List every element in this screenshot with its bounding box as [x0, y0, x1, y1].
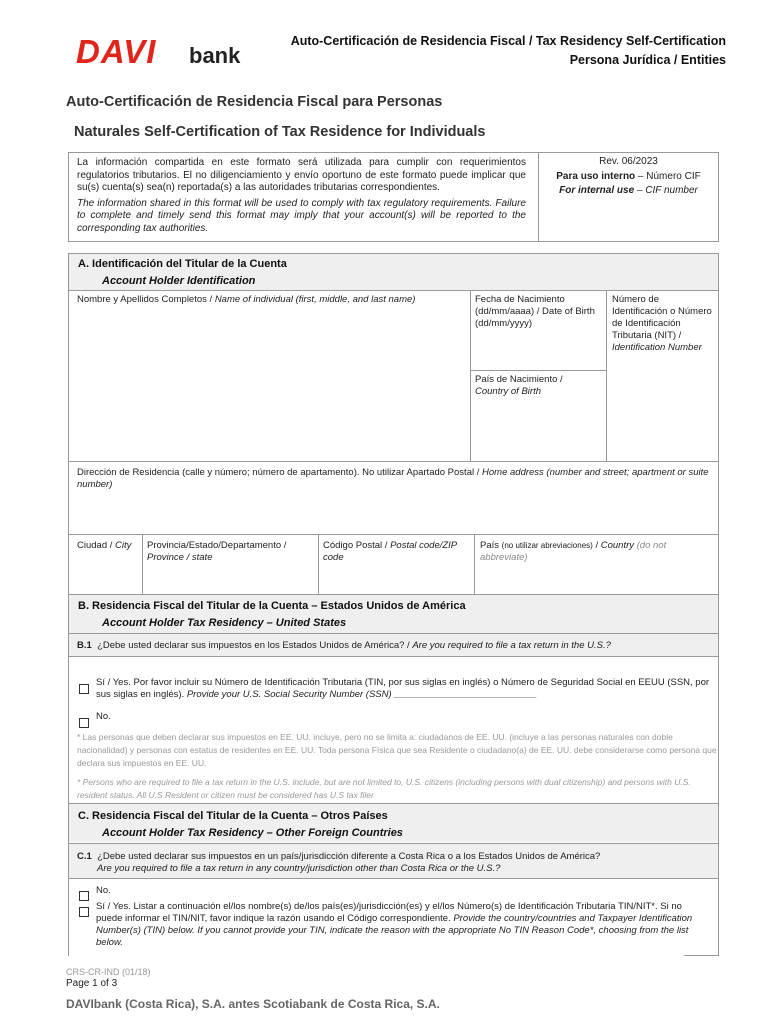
section-b-title-es: B. Residencia Fiscal del Titular de la Cuenta – Estados Unidos de América: [78, 600, 466, 612]
header-title: [291, 32, 726, 70]
c1-yes-text-es: Sí / Yes. Listar a continuación el/los nombre(s) de/los país(es)/jurisdicción(es) y el/los Número(s) de Identificación Tributaria TIN/NIT*. Si no puede informar el TIN/NIT, favor indique la razón usando el Código correspondiente.: [96, 901, 682, 924]
country-label-es: País: [480, 540, 502, 551]
internal-use-en-bold: For internal use: [559, 185, 635, 196]
city-label-es: Ciudad /: [77, 540, 116, 551]
b1-yes-text: [96, 677, 716, 701]
section-c-header: [69, 804, 718, 842]
document-title-line-1: Auto-Certificación de Residencia Fiscal para Personas: [66, 94, 443, 110]
name-label-es: Nombre y Apellidos Completos /: [77, 294, 215, 305]
davibank-logo: [76, 35, 251, 69]
question-c1-es: ¿Debe usted declarar sus impuestos en un país/jurisdicción diferente a Costa Rica o a los Estados Unidos de América?: [97, 851, 601, 862]
page-number: Page 1 of 3: [66, 978, 118, 989]
internal-use-en-rest: – CIF number: [634, 185, 698, 196]
document-title: [66, 92, 485, 142]
document-title-line-2: Naturales Self-Certification of Tax Residence for Individuals: [74, 124, 486, 140]
intro-text-es: La información compartida en este formato será utilizada para cumplir con requerimientos regulatorios tributarios. El no diligenciamiento y envío oportuno de este formato puede implicar que su(s) cuenta(s) sea(n) reportada(s) a las autoridades tributarias correspondientes.: [77, 157, 526, 193]
b1-yes-checkbox[interactable]: [79, 680, 96, 698]
c1-yes-checkbox[interactable]: [79, 903, 96, 921]
internal-use-box: [538, 152, 719, 242]
dob-label-es: Fecha de Nacimiento: [475, 294, 565, 305]
logo-davi-text: DAVI: [76, 33, 157, 70]
question-c1-number: C.1: [77, 851, 92, 862]
dob-label-mid: (dd/mm/aaaa) / Date of Birth: [475, 306, 595, 317]
internal-use-es: [539, 171, 718, 184]
section-c-title-es: C. Residencia Fiscal del Titular de la Cuenta – Otros Países: [78, 810, 388, 822]
b1-yes-text-en: Provide your U.S. Social Security Number (SSN) ___________________________: [186, 689, 537, 700]
section-c-title-en: Account Holder Tax Residency – Other Foreign Countries: [102, 827, 403, 839]
question-c1-en: Are you required to file a tax return in any country/jurisdiction other than Costa Rica or the U.S.?: [97, 863, 501, 874]
divider: [470, 370, 606, 371]
province-label: [147, 540, 315, 564]
nit-label-en: Identification Number: [612, 342, 702, 353]
c1-yes-text-en: Provide the country/countries and Taxpayer Identification Number(s) (TIN) below. If you cannot provide your TIN, indicate the reason with the appropriate No TIN Reason Code*, choosing from the list below.: [96, 913, 693, 948]
divider: [142, 534, 143, 594]
country-label-grey: (do not abbreviate): [480, 540, 667, 563]
b1-yes-text-es: Sí / Yes. Por favor incluir su Número de Identificación Tributaria (TIN, por sus siglas en inglés) o Número de Seguridad Social en EEUU (SSN, por sus siglas en inglés).: [96, 677, 710, 700]
province-label-en: Province / state: [147, 552, 213, 563]
intro-text-en: The information shared in this format will be used to comply with tax regulatory requirements. Failure to complete and timely send this format may imply that your account(s) will be reported to the corresponding tax authorities.: [77, 197, 526, 234]
name-label: [77, 294, 467, 306]
divider: [318, 534, 319, 594]
internal-use-es-bold: Para uso interno: [556, 170, 636, 182]
divider: [68, 534, 719, 535]
country-label-small: (no utilizar abreviaciones): [501, 541, 593, 550]
divider: [606, 290, 607, 461]
city-label-en: City: [115, 540, 132, 551]
postal-label-es: Código Postal /: [323, 540, 391, 551]
divider: [474, 534, 475, 594]
date-of-birth-label: [475, 294, 605, 330]
province-label-es: Provincia/Estado/Departamento /: [147, 540, 287, 551]
b-note-es: * Las personas que deben declarar sus impuestos en EE. UU. incluye, pero no se limita a: ciudadanos de EE. UU. (incluye a las personas naturales con doble nacionalidad) y personas con estatus de residentes en EE. UU. Toda persona Física que sea Residente o ciudadano(a) de EE. UU. debe considerarse como persona que declara sus impuestos en EE. UU.: [77, 732, 717, 768]
intro-box: [68, 152, 538, 242]
address-label-es: Dirección de Residencia (calle y número; número de apartamento). No utilizar Apartado Postal /: [77, 467, 483, 478]
c1-yes-text: [96, 901, 708, 949]
identification-number-label: [612, 294, 716, 354]
postal-label-en: Postal code/ZIP code: [323, 540, 457, 563]
birth-country-label-es: País de Nacimiento /: [475, 374, 563, 385]
postal-code-label: [323, 540, 473, 564]
revision-label: Rev. 06/2023: [599, 156, 658, 167]
section-a-title-es: A. Identificación del Titular de la Cuenta: [78, 258, 287, 270]
country-label: [480, 540, 705, 564]
divider: [68, 290, 719, 291]
name-label-en: Name of individual (first, middle, and last name): [214, 294, 416, 305]
nit-label-es: Número de Identificación o Número de Identificación Tributaria (NIT) /: [612, 294, 712, 341]
form-code: CRS-CR-IND (01/18): [66, 967, 151, 977]
question-b1-number: B.1: [77, 640, 92, 651]
divider: [684, 955, 719, 956]
country-of-birth-label: [475, 374, 605, 398]
header-line-1: Auto-Certificación de Residencia Fiscal / Tax Residency Self-Certification: [290, 34, 726, 48]
logo-bank-text: bank: [189, 43, 241, 68]
b1-no-label: No.: [96, 711, 111, 722]
b1-no-checkbox[interactable]: [79, 714, 96, 732]
b-note-en: * Persons who are required to file a tax return in the U.S. include, but are not limited to, U.S. citizens (including persons with dual citizenship) and persons with U.S. resident status. All U.S Resident or citizen must be considered has U.S tax filer: [77, 777, 691, 800]
question-c1: [77, 851, 717, 875]
birth-country-label-en: Country of Birth: [475, 386, 541, 397]
home-address-label: [77, 467, 715, 491]
header-line-2: Persona Jurídica / Entities: [569, 53, 726, 67]
section-a-title-en: Account Holder Identification: [102, 275, 256, 287]
question-b1-es: ¿Debe usted declarar sus impuestos en los Estados Unidos de América? /: [97, 640, 413, 651]
internal-use-en: [539, 185, 718, 198]
section-b-header: [69, 595, 718, 633]
c1-no-label: No.: [96, 885, 111, 896]
dob-label-en: (dd/mm/yyyy): [475, 318, 532, 329]
section-a-header: [69, 254, 718, 290]
footer-company: DAVIbank (Costa Rica), S.A. antes Scotiabank de Costa Rica, S.A.: [66, 997, 440, 1011]
city-label: [77, 540, 141, 552]
country-label-en: Country: [600, 540, 634, 551]
internal-use-es-rest: – Número CIF: [635, 170, 701, 182]
divider: [470, 290, 471, 461]
divider: [68, 461, 719, 462]
divider: [68, 878, 719, 879]
section-b-title-en: Account Holder Tax Residency – United States: [102, 617, 347, 629]
country-label-mid: /: [592, 540, 601, 551]
question-b1-en: Are you required to file a tax return in the U.S.?: [412, 640, 611, 651]
divider: [68, 656, 719, 657]
address-label-en: Home address (number and street; apartment or suite number): [77, 467, 709, 490]
question-b1: [77, 640, 717, 652]
